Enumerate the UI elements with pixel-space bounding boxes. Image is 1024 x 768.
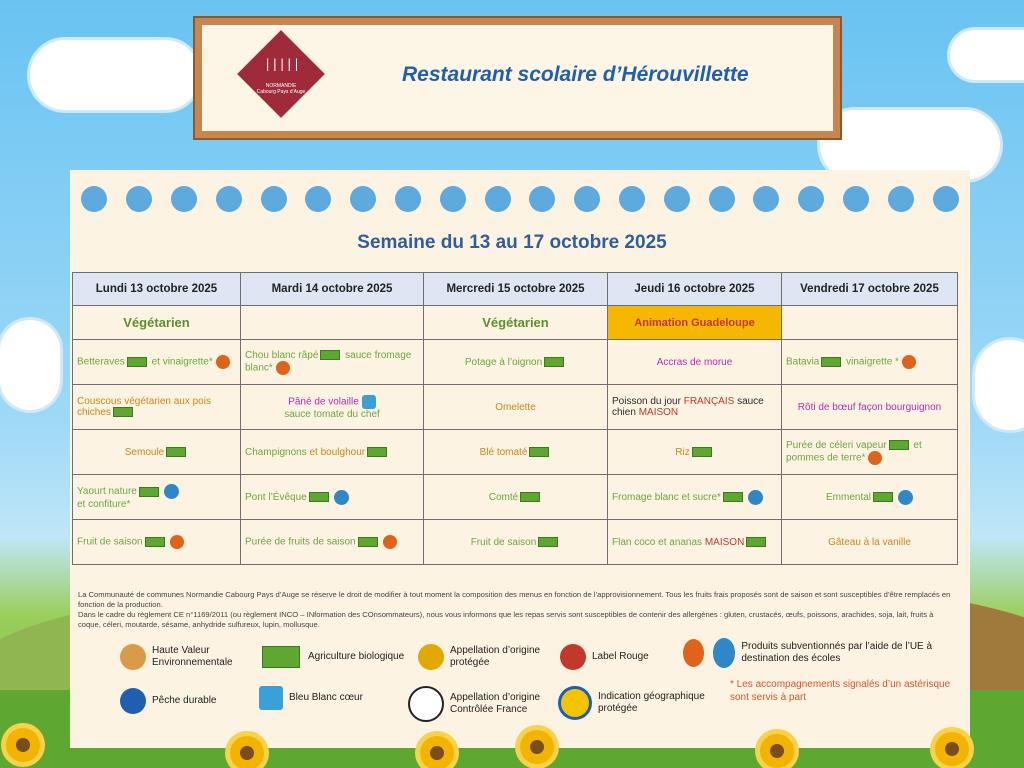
menu-cell: Fruit de saison [73,520,241,565]
menu-cell: Accras de morue [608,340,782,385]
french-fruit-icon [216,355,230,369]
menu-cell: Purée de fruits de saison [241,520,424,565]
menu-cell: Yaourt nature et confiture* [73,475,241,520]
french-fruit-icon [383,535,397,549]
organic-icon [520,492,540,502]
page-title: Restaurant scolaire d’Hérouvillette [402,63,749,86]
igp-icon [558,686,592,720]
flower-decoration [935,732,969,766]
bleu-blanc-coeur-icon [259,686,283,710]
menu-cell: Fromage blanc et sucre* [608,475,782,520]
menu-cell: Pont l’Évêque [241,475,424,520]
disclaimer [78,590,958,630]
menu-cell: Chou blanc râpé sauce fromage blanc* [241,340,424,385]
legend-ue: Produits subventionnés par l’aide de l’UE à destination des écoles [680,638,960,668]
legend-aop: Appellation d’origine protégée [418,644,548,670]
menu-cell: Couscous végétarien aux pois chiches [73,385,241,430]
organic-icon [113,407,133,417]
menu-cell: Flan coco et ananas MAISON [608,520,782,565]
menu-cell: Riz [608,430,782,475]
theme-monday: Végétarien [73,306,241,340]
normandie-logo [237,30,325,118]
eu-school-icon [748,490,763,505]
legend-ab: Agriculture biologique [260,646,420,668]
menu-cell: Purée de céleri vapeur et pommes de terre* [782,430,958,475]
organic-icon [358,537,378,547]
logo-bars-icon: ||||| [264,57,301,71]
organic-icon [367,447,387,457]
menu-cell: Champignons et boulghour [241,430,424,475]
flower-decoration [760,734,794,768]
day-header-thursday: Jeudi 16 octobre 2025 [608,273,782,306]
menu-table [72,272,958,565]
eu-school-icon [164,484,179,499]
organic-icon [127,357,147,367]
peche-durable-icon [120,688,146,714]
cloud-decoration [950,30,1024,80]
organic-icon [320,350,340,360]
header-sign [195,18,840,138]
theme-friday [782,306,958,340]
cloud-decoration [0,320,60,410]
logo-text [254,83,308,95]
theme-wednesday: Végétarien [424,306,608,340]
flower-decoration [230,736,264,768]
week-title: Semaine du 13 au 17 octobre 2025 [357,232,667,253]
menu-cell: Omelette [424,385,608,430]
french-fruit-icon [170,535,184,549]
french-fruit-icon [902,355,916,369]
legend-label-rouge: Label Rouge [560,644,680,670]
flower-decoration [420,736,454,768]
menu-cell: Poisson du jour FRANÇAIS sauce chien MAISON [608,385,782,430]
organic-icon [873,492,893,502]
day-header-wednesday: Mercredi 15 octobre 2025 [424,273,608,306]
organic-icon [692,447,712,457]
organic-icon [529,447,549,457]
menu-cell: Gâteau à la vanille [782,520,958,565]
spiral-binding [72,178,968,218]
disclaimer-supply: La Communauté de communes Normandie Cabourg Pays d’Auge se réserve le droit de modifier à tout moment la composition des menus en fonction de l’approvisionnement. Tous les fruits frais proposés sont de saison et sont susceptibles d’être remplacés en fonction de la production. [78,590,951,609]
organic-icon [309,492,329,502]
eu-school-icon [334,490,349,505]
menu-cell: Fruit de saison [424,520,608,565]
aop-icon [418,644,444,670]
label-legend [120,638,960,738]
french-fruit-icon [868,451,882,465]
legend-peche: Pêche durable [120,688,250,714]
day-header-monday: Lundi 13 octobre 2025 [73,273,241,306]
label-rouge-icon [560,644,586,670]
menu-cell: Semoule [73,430,241,475]
legend-igp: Indication géographique protégée [558,686,728,720]
flower-decoration [6,728,40,762]
french-fruit-icon [276,361,290,375]
menu-cell: Emmental [782,475,958,520]
eu-school-icon [713,638,735,668]
legend-aoc: Appellation d’origine Contrôlée France [408,686,558,722]
french-fruit-icon [683,639,704,667]
disclaimer-allergens: Dans le cadre du règlement CE n°1169/2011 (ou règlement INCO – INformation des COnsommateurs), nous vous informons que les repas servis sont susceptibles de contenir des allergènes : gluten, crustacés, œufs, poissons, arachides, soja, lait, fruits à coque, céleri, moutarde, sésame, anhydride sulfureux, lupin, mollusque. [78,610,934,629]
aoc-icon [408,686,444,722]
hve-icon [120,644,146,670]
logo-subtitle: Cabourg Pays d’Auge [256,89,306,95]
menu-cell: Potage à l’oignon [424,340,608,385]
organic-icon [544,357,564,367]
organic-icon [821,357,841,367]
bleu-blanc-coeur-icon [362,395,376,409]
asterisk-note: * Les accompagnements signalés d’un astérisque sont servis à part [730,679,951,703]
cloud-decoration [975,340,1024,430]
organic-icon [145,537,165,547]
day-header-friday: Vendredi 17 octobre 2025 [782,273,958,306]
organic-icon [262,646,300,668]
theme-thursday: Animation Guadeloupe [608,306,782,340]
eu-school-icon [898,490,913,505]
day-header-tuesday: Mardi 14 octobre 2025 [241,273,424,306]
organic-icon [139,487,159,497]
theme-tuesday [241,306,424,340]
legend-hve: Haute Valeur Environnementale [120,644,250,670]
logo-name: NORMANDIE [265,83,297,89]
cloud-decoration [30,40,200,110]
organic-icon [889,440,909,450]
menu-cell: Rôti de bœuf façon bourguignon [782,385,958,430]
flower-decoration [520,730,554,764]
menu-cell: Betteraves et vinaigrette* [73,340,241,385]
organic-icon [538,537,558,547]
menu-cell: Comté [424,475,608,520]
legend-bbc: Bleu Blanc cœur [256,686,396,710]
menu-cell: Pâné de volaille sauce tomate du chef [241,385,424,430]
menu-cell: Blé tomaté [424,430,608,475]
menu-cell: Batavia vinaigrette * [782,340,958,385]
organic-icon [746,537,766,547]
organic-icon [723,492,743,502]
organic-icon [166,447,186,457]
